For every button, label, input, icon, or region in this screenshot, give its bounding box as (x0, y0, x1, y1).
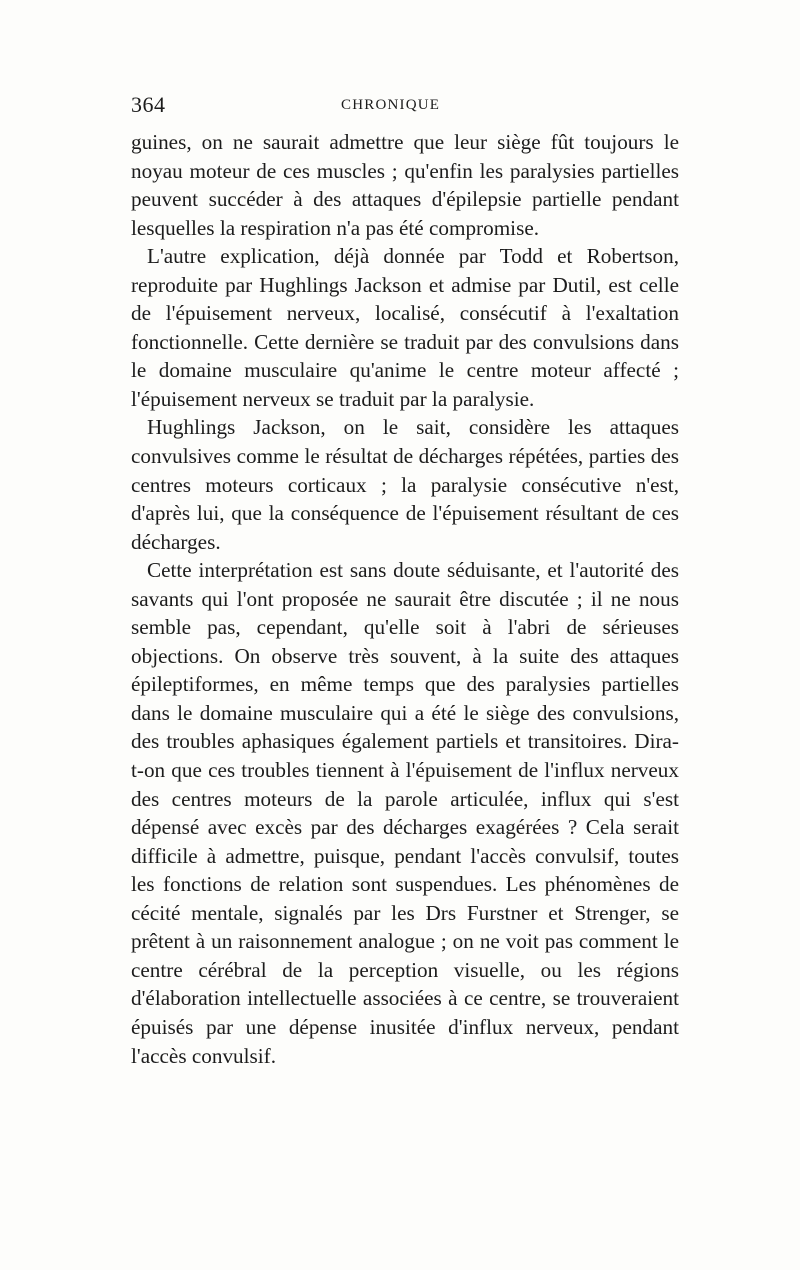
paragraph-continuation: guines, on ne saurait admettre que leur siège fût toujours le noyau moteur de ces muscles ; qu'enfin les paralysies partielles peuvent succéder à des attaques d'épilepsie partielle pendant lesquelles la respiration n'a pas été compromise. (131, 130, 679, 240)
body-text (131, 128, 679, 1070)
paragraph-jackson: Hughlings Jackson, on le sait, considère les attaques convulsives comme le résultat de décharges répétées, parties des centres moteurs corticaux ; la paralysie consécutive n'est, d'après lui, que la conséquence de l'épuisement résultant de ces décharges. (131, 415, 679, 554)
paragraph-explanation: L'autre explication, déjà donnée par Todd et Robertson, reproduite par Hughlings Jackson et admise par Dutil, est celle de l'épuisement nerveux, localisé, consécutif à l'exaltation fonctionnelle. Cette dernière se traduit par des convulsions dans le domaine musculaire qu'anime le centre moteur affecté ; l'épuisement nerveux se traduit par la paralysie. (131, 244, 679, 411)
paragraph-objections: Cette interprétation est sans doute séduisante, et l'autorité des savants qui l'ont proposée ne saurait être discutée ; il ne nous semble pas, cependant, qu'elle soit à l'abri de sérieuses objections. On observe très souvent, à la suite des attaques épileptiformes, en même temps que des paralysies partielles dans le domaine musculaire qui a été le siège des convulsions, des troubles aphasiques également partiels et transitoires. Dira-t-on que ces troubles tiennent à l'épuisement de l'influx nerveux des centres moteurs de la parole articulée, influx qui s'est dépensé avec excès par des décharges exagérées ? Cela serait difficile à admettre, puisque, pendant l'accès convulsif, toutes les fonctions de relation sont suspendues. Les phénomènes de cécité mentale, signalés par les Drs Furstner et Strenger, se prêtent à un raisonnement analogue ; on ne voit pas comment le centre cérébral de la perception visuelle, ou les régions d'élaboration intellectuelle associées à ce centre, se trouveraient épuisés par une dépense inusitée d'influx nerveux, pendant l'accès convulsif. (131, 558, 679, 1068)
page-header (131, 92, 681, 122)
page-number: 364 (131, 92, 166, 117)
running-title: CHRONIQUE (341, 97, 441, 113)
